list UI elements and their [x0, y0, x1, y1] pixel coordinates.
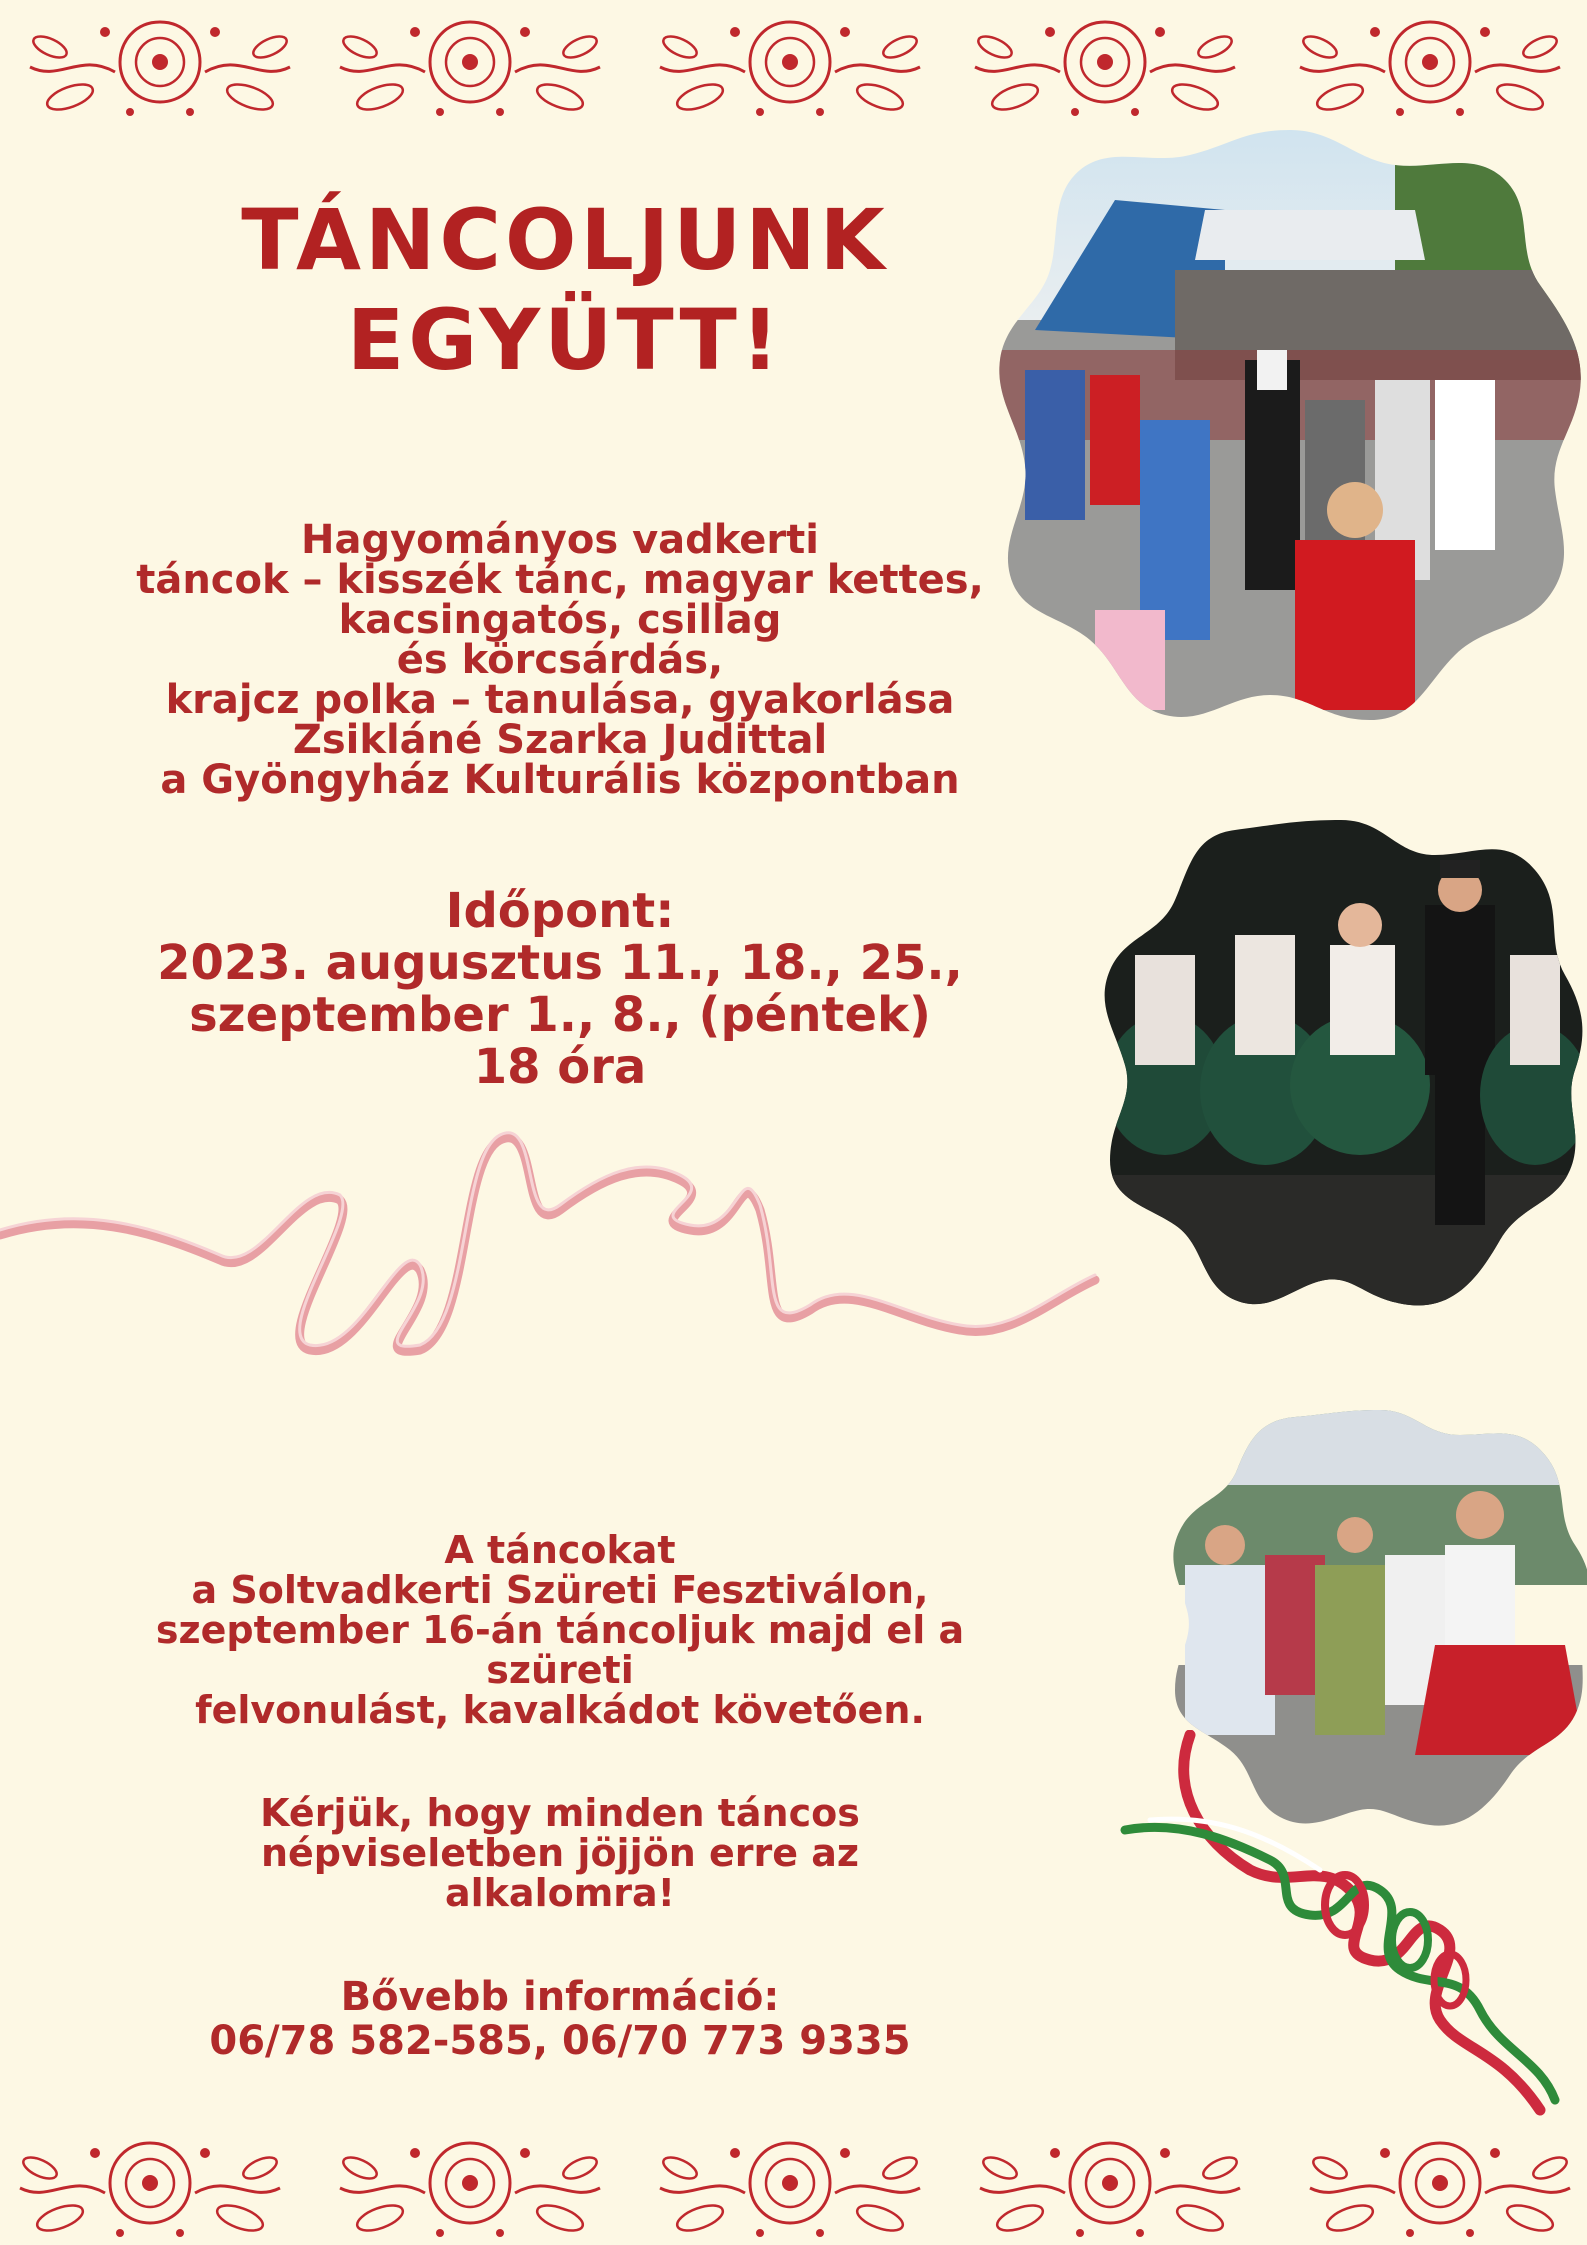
intro-text — [40, 517, 1080, 803]
contact-phones: 06/78 582-585, 06/70 773 9335 — [209, 2018, 911, 2064]
festival-line: felvonulást, kavalkádot követően. — [195, 1688, 925, 1732]
festival-line: szüreti — [486, 1648, 634, 1692]
request-line: népviseletben jöjjön erre az — [260, 1831, 860, 1875]
stage-folk-dance-photo — [1095, 815, 1587, 1315]
intro-line: a Gyöngyház Kulturális központban — [160, 757, 960, 803]
request-line: Kérjük, hogy minden táncos — [260, 1791, 860, 1835]
poster-title — [140, 190, 990, 390]
schedule — [40, 885, 1080, 1093]
title-line-2: EGYÜTT! — [346, 291, 784, 389]
title-line-1: TÁNCOLJUNK — [241, 191, 889, 289]
schedule-dates-line-2: szeptember 1., 8., (péntek) — [189, 987, 931, 1043]
pink-ribbon-decoration — [0, 1120, 1100, 1420]
street-folk-dance-photo — [995, 120, 1585, 730]
contact-info — [40, 1975, 1080, 2063]
intro-line: táncok – kisszék tánc, magyar kettes, — [136, 557, 984, 603]
intro-line: Zsikláné Szarka Judittal — [292, 717, 828, 763]
intro-line: Hagyományos vadkerti — [300, 517, 819, 563]
schedule-label: Időpont: — [445, 883, 675, 939]
intro-line: kacsingatós, csillag — [338, 597, 782, 643]
bottom-floral-border — [0, 2115, 1587, 2245]
contact-label: Bővebb információ: — [340, 1974, 780, 2020]
schedule-dates-line-1: 2023. augusztus 11., 18., 25., — [157, 935, 963, 991]
top-floral-border — [0, 0, 1587, 130]
festival-line: a Soltvadkerti Szüreti Fesztiválon, — [191, 1568, 929, 1612]
intro-line: krajcz polka – tanulása, gyakorlása — [165, 677, 955, 723]
intro-line: és körcsárdás, — [396, 637, 724, 683]
festival-line: A táncokat — [444, 1528, 676, 1572]
request-text — [40, 1793, 1080, 1913]
tricolor-ribbon-decoration — [1120, 1730, 1560, 2120]
request-line: alkalomra! — [444, 1871, 676, 1915]
festival-text — [40, 1530, 1080, 1730]
festival-line: szeptember 16-án táncoljuk majd el a — [155, 1608, 965, 1652]
schedule-time: 18 óra — [473, 1039, 647, 1095]
